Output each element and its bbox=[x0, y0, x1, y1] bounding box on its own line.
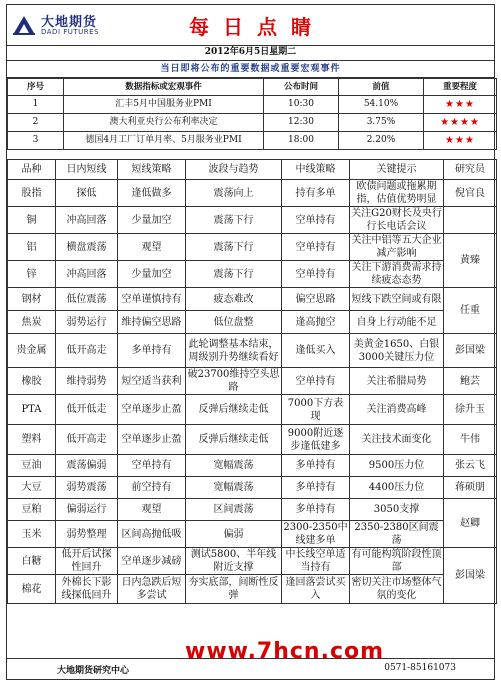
event-importance: ★★★ bbox=[424, 96, 497, 114]
event-prev: 3.75% bbox=[339, 114, 424, 132]
short-strategy: 少量加空 bbox=[118, 207, 186, 234]
short-strategy: 空单谨慎持有 bbox=[118, 288, 186, 311]
key-tip: 关注中铝等五大企业减产影响 bbox=[351, 235, 442, 259]
event-name: 德国4月工厂订单月率、5月服务业PMI bbox=[64, 132, 264, 150]
swing-trend: 区间震荡 bbox=[186, 499, 282, 521]
intraday-view: 低开高走 bbox=[56, 334, 118, 368]
event-name: 澳大利亚央行公布利率决定 bbox=[64, 114, 264, 132]
strategy-row bbox=[8, 311, 497, 334]
product-name: 钢材 bbox=[8, 288, 56, 311]
swing-trend: 宽幅震荡 bbox=[186, 477, 282, 499]
strategy-row bbox=[8, 499, 497, 521]
swing-trend: 夯实底部，间断性反弹 bbox=[186, 575, 282, 604]
strategy-col-short: 短线策略 bbox=[118, 160, 186, 180]
product-name: 豆油 bbox=[8, 455, 56, 477]
analyst-name: 彭国梁 bbox=[444, 548, 497, 604]
events-table bbox=[7, 78, 497, 150]
swing-trend: 偏弱 bbox=[186, 521, 282, 548]
strategy-row bbox=[8, 288, 497, 311]
product-name: 豆粕 bbox=[8, 499, 56, 521]
key-tip: 关注希腊局势 bbox=[350, 368, 444, 395]
short-strategy: 观望 bbox=[118, 499, 186, 521]
intraday-view: 弱势整理 bbox=[56, 521, 118, 548]
strategy-row bbox=[8, 334, 497, 368]
swing-trend: 此轮调整基本结束，周级别升势继续看好 bbox=[186, 334, 282, 368]
intraday-view: 低位震荡 bbox=[56, 288, 118, 311]
event-importance: ★★★★ bbox=[424, 114, 497, 132]
analyst-name: 张云飞 bbox=[444, 455, 497, 477]
key-tip: 自身上行动能不足 bbox=[350, 311, 444, 334]
event-time: 12:30 bbox=[264, 114, 339, 132]
research-center: 大地期货研究中心 bbox=[57, 666, 130, 676]
event-time: 18:00 bbox=[264, 132, 339, 150]
swing-trend: 震荡下行 bbox=[186, 261, 282, 288]
analyst-name: 牛伟 bbox=[444, 425, 497, 455]
strategy-col-key: 关键提示 bbox=[350, 160, 444, 180]
event-no: 2 bbox=[8, 114, 64, 132]
mid-strategy: 空单持有 bbox=[282, 207, 350, 234]
intraday-view: 冲高回落 bbox=[56, 207, 118, 234]
swing-trend: 反弹后继续走低 bbox=[186, 425, 282, 455]
swing-trend: 宽幅震荡 bbox=[186, 455, 282, 477]
event-row bbox=[8, 114, 497, 132]
events-col-no: 序号 bbox=[8, 79, 64, 96]
key-tip: 3050支撑 bbox=[350, 499, 444, 521]
swing-trend: 低位盘整 bbox=[186, 311, 282, 334]
swing-trend: 震荡向上 bbox=[186, 180, 282, 207]
key-tip: 关注下游消费需求持续疲态态势 bbox=[351, 262, 442, 286]
report-footer bbox=[7, 658, 494, 679]
event-name: 汇丰5月中国服务业PMI bbox=[64, 96, 264, 114]
event-no: 3 bbox=[8, 132, 64, 150]
mid-strategy: 持有多单 bbox=[282, 180, 350, 207]
strategy-col-swing: 波段与趋势 bbox=[186, 160, 282, 180]
mid-strategy: 中长线空单适当持有 bbox=[282, 548, 350, 575]
product-name: 贵金属 bbox=[8, 334, 56, 368]
mid-strategy: 逢回落尝试买入 bbox=[282, 575, 350, 604]
swing-trend: 反弹后继续走低 bbox=[186, 395, 282, 425]
swing-trend: 测试5800、半年线附近支撑 bbox=[186, 548, 282, 575]
strategy-row bbox=[8, 477, 497, 499]
strategy-col-mid: 中线策略 bbox=[282, 160, 350, 180]
event-importance: ★★★ bbox=[424, 132, 497, 150]
analyst-name bbox=[444, 207, 497, 234]
strategy-row bbox=[8, 548, 497, 575]
strategy-row bbox=[8, 261, 497, 288]
intraday-view: 外棉长下影线探低回升 bbox=[56, 575, 118, 604]
intraday-view: 低开低走 bbox=[56, 395, 118, 425]
analyst-name: 任重 bbox=[444, 288, 497, 334]
product-name: 棉花 bbox=[8, 575, 56, 604]
analyst-name: 彭国梁 bbox=[444, 334, 497, 368]
mid-strategy: 2300-2350中线建多单 bbox=[283, 522, 348, 546]
contact-phone: 0571-85161073 bbox=[384, 663, 456, 673]
strategy-col-intraday: 日内短线 bbox=[56, 160, 118, 180]
analyst-name: 倪官良 bbox=[444, 180, 497, 207]
intraday-view: 低开高走 bbox=[56, 425, 118, 455]
product-name: 锌 bbox=[8, 261, 56, 288]
event-row bbox=[8, 96, 497, 114]
watermark: www.7hcn.com bbox=[185, 639, 385, 664]
mid-strategy: 7000下方表现 bbox=[282, 395, 350, 425]
strategy-row bbox=[8, 368, 497, 395]
mid-strategy: 逢高抛空 bbox=[282, 311, 350, 334]
short-strategy: 空单逐步止盈 bbox=[118, 425, 186, 455]
key-tip: 美黄金1650、白银3000关键压力位 bbox=[350, 334, 444, 368]
mid-strategy: 多单持有 bbox=[282, 499, 350, 521]
short-strategy: 前空持有 bbox=[118, 477, 186, 499]
short-strategy: 空单持有 bbox=[118, 455, 186, 477]
short-strategy: 空单逐步减磅 bbox=[118, 548, 186, 575]
strategy-row bbox=[8, 425, 497, 455]
short-strategy: 短空适当获利 bbox=[118, 368, 186, 395]
mid-strategy: 偏空思路 bbox=[282, 288, 350, 311]
product-name: 股指 bbox=[8, 180, 56, 207]
product-name: 大豆 bbox=[8, 477, 56, 499]
strategy-table bbox=[7, 159, 497, 604]
strategy-row bbox=[8, 575, 497, 604]
analyst-name: 徐升玉 bbox=[444, 395, 497, 425]
analyst-name: 赵卿 bbox=[444, 499, 497, 548]
short-strategy: 多单持有 bbox=[118, 334, 186, 368]
event-prev: 54.10% bbox=[339, 96, 424, 114]
key-tip: 4400压力位 bbox=[350, 477, 444, 499]
key-tip: 关注技术面变化 bbox=[350, 425, 444, 455]
event-prev: 2.20% bbox=[339, 132, 424, 150]
strategy-col-analyst: 研究员 bbox=[444, 160, 497, 180]
events-col-importance: 重要程度 bbox=[424, 79, 497, 96]
product-name: 白糖 bbox=[8, 548, 56, 575]
events-subtitle: 当日即将公布的重要数据或重要宏观事件 bbox=[7, 61, 494, 78]
events-col-time: 公布时间 bbox=[264, 79, 339, 96]
key-tip: 欧债问题或拖累期指，估值优势明显 bbox=[350, 180, 444, 207]
strategy-row bbox=[8, 395, 497, 425]
key-tip: 关注消费高峰 bbox=[350, 395, 444, 425]
dadi-logo-icon bbox=[11, 13, 37, 37]
key-tip: 9500压力位 bbox=[350, 455, 444, 477]
key-tip: 2350-2380区间震荡 bbox=[350, 521, 444, 548]
intraday-view: 冲高回落 bbox=[56, 261, 118, 288]
product-name: 橡胶 bbox=[8, 368, 56, 395]
short-strategy: 区间高抛低吸 bbox=[118, 521, 186, 548]
strategy-row bbox=[8, 207, 497, 234]
intraday-view: 维持弱势 bbox=[56, 368, 118, 395]
intraday-view: 弱势震荡 bbox=[56, 477, 118, 499]
product-name: 塑料 bbox=[8, 425, 56, 455]
report-page bbox=[6, 4, 495, 680]
brand-name-en: DADI FUTURES bbox=[41, 28, 100, 36]
short-strategy: 少量加空 bbox=[118, 261, 186, 288]
swing-trend: 疲态难改 bbox=[186, 288, 282, 311]
short-strategy: 逢低做多 bbox=[118, 180, 186, 207]
brand-logo bbox=[11, 11, 121, 41]
mid-strategy: 空单持有 bbox=[282, 234, 350, 261]
analyst-name: 黄臻 bbox=[444, 234, 497, 288]
key-tip: 短线下跌空间或有限 bbox=[350, 288, 444, 311]
strategy-row bbox=[8, 521, 497, 548]
product-name: 焦炭 bbox=[8, 311, 56, 334]
swing-trend: 破23700维持空头思路 bbox=[186, 368, 282, 395]
short-strategy: 空单逐步止盈 bbox=[118, 395, 186, 425]
mid-strategy: 多单持有 bbox=[282, 455, 350, 477]
intraday-view: 探低 bbox=[56, 180, 118, 207]
strategy-row bbox=[8, 234, 497, 261]
report-date: 2012年6月5日星期二 bbox=[7, 45, 494, 61]
swing-trend: 震荡下行 bbox=[186, 207, 282, 234]
intraday-view: 弱势运行 bbox=[56, 311, 118, 334]
product-name: 铜 bbox=[8, 207, 56, 234]
analyst-name: 鲍芸 bbox=[444, 368, 497, 395]
mid-strategy: 逢低买入 bbox=[282, 334, 350, 368]
product-name: 玉米 bbox=[8, 521, 56, 548]
mid-strategy: 空单持有 bbox=[282, 261, 350, 288]
short-strategy: 日内急跌后短多尝试 bbox=[118, 575, 186, 604]
short-strategy: 维持偏空思路 bbox=[118, 311, 186, 334]
strategy-col-product: 品种 bbox=[8, 160, 56, 180]
mid-strategy: 多单持有 bbox=[282, 477, 350, 499]
intraday-view: 偏弱运行 bbox=[56, 499, 118, 521]
events-col-event: 数据指标或宏观事件 bbox=[64, 79, 264, 96]
mid-strategy: 空单持有 bbox=[282, 368, 350, 395]
strategy-row bbox=[8, 180, 497, 207]
report-header bbox=[7, 5, 494, 46]
key-tip: 密切关注市场整体气氛的变化 bbox=[350, 575, 444, 604]
strategy-row bbox=[8, 455, 497, 477]
short-strategy: 观望 bbox=[118, 234, 186, 261]
product-name: 铝 bbox=[8, 234, 56, 261]
product-name: PTA bbox=[8, 395, 56, 425]
brand-name-cn: 大地期货 bbox=[41, 15, 98, 30]
event-no: 1 bbox=[8, 96, 64, 114]
event-time: 10:30 bbox=[264, 96, 339, 114]
swing-trend: 震荡下行 bbox=[186, 234, 282, 261]
events-col-prev: 前值 bbox=[339, 79, 424, 96]
event-row bbox=[8, 132, 497, 150]
key-tip: 关注G20财长及央行行长电话会议 bbox=[351, 208, 442, 232]
intraday-view: 震荡偏弱 bbox=[56, 455, 118, 477]
intraday-view: 低开后试探性回升 bbox=[56, 548, 118, 575]
mid-strategy: 9000附近逐步逢低建多 bbox=[282, 425, 350, 455]
report-title: 每日点睛 bbox=[189, 15, 325, 39]
intraday-view: 横盘震荡 bbox=[56, 234, 118, 261]
key-tip: 有可能构筑阶段性顶部 bbox=[351, 549, 442, 573]
analyst-name: 蒋硕朋 bbox=[444, 477, 497, 499]
